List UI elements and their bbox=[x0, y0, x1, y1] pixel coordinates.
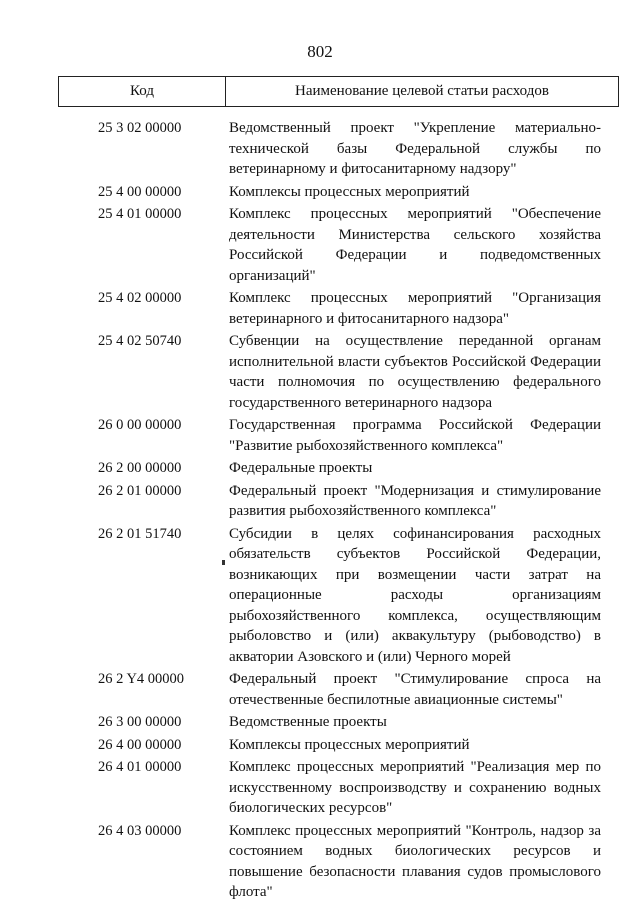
row-code: 26 0 00 00000 bbox=[98, 417, 182, 433]
table-row bbox=[0, 288, 640, 329]
table-header bbox=[58, 76, 619, 107]
row-name: Федеральный проект "Модернизация и стимулирование развития рыбохозяйственного комплекса" bbox=[229, 482, 601, 519]
row-name: Федеральный проект "Стимулирование спроса на отечественные беспилотные авиационные системы" bbox=[229, 671, 601, 708]
table-body bbox=[0, 118, 640, 905]
table-row bbox=[0, 481, 640, 522]
row-name: Комплекс процессных мероприятий "Организация ветеринарного и фитосанитарного надзора" bbox=[229, 290, 601, 327]
row-code: 26 2 01 00000 bbox=[98, 482, 182, 499]
row-code: 25 4 01 00000 bbox=[98, 206, 182, 222]
row-code: 25 4 02 50740 bbox=[98, 333, 182, 349]
table-row bbox=[0, 415, 640, 456]
table-row bbox=[0, 712, 640, 733]
page-number: 802 bbox=[307, 42, 333, 61]
table-row bbox=[0, 204, 640, 286]
row-name: Комплекс процессных мероприятий "Реализация мер по искусственному воспроизводству и сохранению водных биологических ресурсов" bbox=[229, 759, 601, 816]
row-name: Комплекс процессных мероприятий "Обеспечение деятельности Министерства сельского хозяйства Российской Федерации и подведомственных организаций" bbox=[229, 206, 601, 284]
table-row bbox=[0, 331, 640, 413]
row-name: Субвенции на осуществление переданной органам исполнительной власти субъектов Российской Федерации части полномочия по осуществлению федерального государственного ветеринарного надзора bbox=[229, 333, 601, 411]
row-code: 26 2 01 51740 bbox=[98, 525, 182, 542]
table-row bbox=[0, 757, 640, 819]
row-code: 25 3 02 00000 bbox=[98, 120, 182, 136]
row-name: Государственная программа Российской Федерации "Развитие рыбохозяйственного комплекса" bbox=[229, 417, 601, 454]
scan-artifact bbox=[222, 560, 225, 565]
row-code: 26 4 00 00000 bbox=[98, 736, 182, 753]
header-code: Код bbox=[59, 77, 226, 106]
table-row bbox=[0, 182, 640, 203]
row-code: 26 3 00 00000 bbox=[98, 714, 182, 730]
row-name: Федеральные проекты bbox=[229, 460, 373, 476]
table-row bbox=[0, 669, 640, 710]
row-code: 25 4 02 00000 bbox=[98, 290, 182, 306]
row-name: Ведомственные проекты bbox=[229, 714, 387, 730]
row-code: 26 2 Y4 00000 bbox=[98, 671, 185, 687]
row-code: 26 4 03 00000 bbox=[98, 822, 182, 839]
row-code: 25 4 00 00000 bbox=[98, 183, 182, 200]
table-row bbox=[0, 524, 640, 668]
row-name: Субсидии в целях софинансирования расходных обязательств субъектов Российской Федерации, возникающих при возмещении части затрат на операционные расходы организациям рыбохозяйственного комплекса, осуществляющим рыболовство и (или) аквакультуру (рыбоводство) в акватории Азовского и (или) Черного морей bbox=[229, 525, 601, 665]
table-row bbox=[0, 118, 640, 180]
table-row bbox=[0, 735, 640, 756]
row-code: 26 4 01 00000 bbox=[98, 759, 182, 775]
row-name: Ведомственный проект "Укрепление материально-технической базы Федеральной службы по ветеринарному и фитосанитарному надзору" bbox=[229, 120, 601, 177]
table-row bbox=[0, 821, 640, 903]
row-name: Комплекс процессных мероприятий "Контроль, надзор за состоянием водных биологических ресурсов и повышение безопасности плавания судов промыслового флота" bbox=[229, 822, 601, 900]
row-name: Комплексы процессных мероприятий bbox=[229, 183, 470, 200]
header-name: Наименование целевой статьи расходов bbox=[295, 83, 549, 99]
row-name: Комплексы процессных мероприятий bbox=[229, 736, 470, 753]
row-code: 26 2 00 00000 bbox=[98, 460, 182, 476]
table-row bbox=[0, 458, 640, 479]
